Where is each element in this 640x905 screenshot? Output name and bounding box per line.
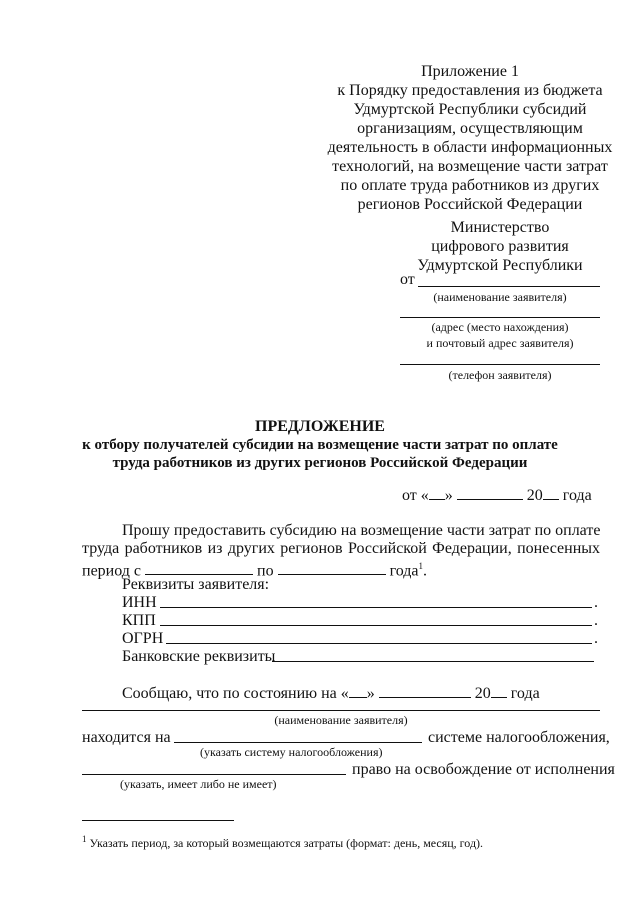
date-from: от « [402,487,429,504]
appendix-line: регионов Российской Федерации [357,196,583,213]
report-day-field[interactable] [349,683,367,698]
footnote-mark: 1 [82,834,87,844]
appendix-line: деятельность в области информационных [327,139,613,156]
applicant-full-name-field[interactable] [82,710,600,711]
addressee-line: цифрового развития [431,238,569,255]
exemption-field[interactable] [82,774,346,775]
tax-system-hint: (указать систему налогообложения) [200,745,383,759]
title-line-3: труда работников из других регионов Российской Федерации [112,455,528,471]
addressee-line: Министерство [450,219,550,236]
applicant-hint: (наименование заявителя) [274,713,408,727]
footnote-separator [82,820,234,821]
body-para1-line1: Прошу предоставить субсидию на возмещение части затрат по оплате [122,522,601,539]
report-year: 20 [474,685,491,702]
period-end: . [423,562,428,580]
period-to-label: по [257,562,274,580]
date-mid: » [444,487,453,504]
report-year-suffix: года [510,685,540,702]
period-from-field[interactable] [145,560,253,575]
date-year-prefix: 20 [526,487,543,504]
appendix-line: к Порядку предоставления из бюджета [337,82,603,99]
date-month-field[interactable] [457,485,523,500]
date-line [402,485,592,505]
period-year-label: года [389,562,419,580]
title-main: ПРЕДЛОЖЕНИЕ [255,418,385,435]
phone-field[interactable] [400,364,600,365]
address-field[interactable] [400,317,600,318]
tax-system-field[interactable] [174,742,422,743]
report-year-field[interactable] [491,683,507,698]
ogrn-label: ОГРН [122,630,164,647]
address-hint-2: и почтовый адрес заявителя) [426,336,574,350]
report-prefix: Сообщаю, что по состоянию на « [122,685,349,702]
address-hint-1: (адрес (место нахождения) [431,320,569,334]
period-to-field[interactable] [278,560,386,575]
appendix-line: организациям, осуществляющим [357,120,583,137]
footnote-ref: 1 [418,561,424,571]
applicant-name-field[interactable] [418,286,600,287]
tax-system-label: системе налогообложения, [428,729,610,746]
ogrn-dot: . [594,630,598,647]
period-from-label: период с [82,562,142,580]
ogrn-field[interactable] [166,643,592,644]
inn-label: ИНН [122,594,157,611]
appendix-line: по оплате труда работников из других [340,177,600,194]
kpp-dot: . [594,612,598,629]
appendix-line: технологий, на возмещение части затрат [332,158,608,175]
located-on-label: находится на [82,729,171,746]
bank-field[interactable] [272,661,594,662]
footnote [82,832,483,850]
report-line [122,683,540,703]
date-day-field[interactable] [429,485,445,500]
bank-label: Банковские реквизиты [122,648,276,665]
kpp-field[interactable] [160,625,592,626]
report-mid: » [366,685,375,702]
exemption-label: право на освобождение от исполнения [352,761,615,778]
body-para1-line2: труда работников из других регионов Российской Федерации, понесенных [82,540,600,557]
phone-hint: (телефон заявителя) [448,368,552,382]
report-month-field[interactable] [379,683,471,698]
addressee-line: Удмуртской Республики [417,257,583,274]
appendix-header [320,62,620,214]
inn-dot: . [594,594,598,611]
appendix-line: Удмуртской Республики субсидий [353,101,587,118]
kpp-label: КПП [122,612,156,629]
date-year-field[interactable] [543,485,559,500]
appendix-line: Приложение 1 [421,63,519,80]
inn-field[interactable] [160,607,592,608]
document-title [40,417,600,472]
addressee [400,218,600,275]
title-line-2: к отбору получателей субсидии на возмещение части затрат по оплате [82,437,558,453]
footnote-text: Указать период, за который возмещаются затраты (формат: день, месяц, год). [89,836,484,850]
from-label: от [400,271,415,288]
requisites-label: Реквизиты заявителя: [122,576,270,593]
date-year-suffix: года [562,487,592,504]
has-hint: (указать, имеет либо не имеет) [120,777,277,791]
applicant-name-hint: (наименование заявителя) [433,290,567,304]
